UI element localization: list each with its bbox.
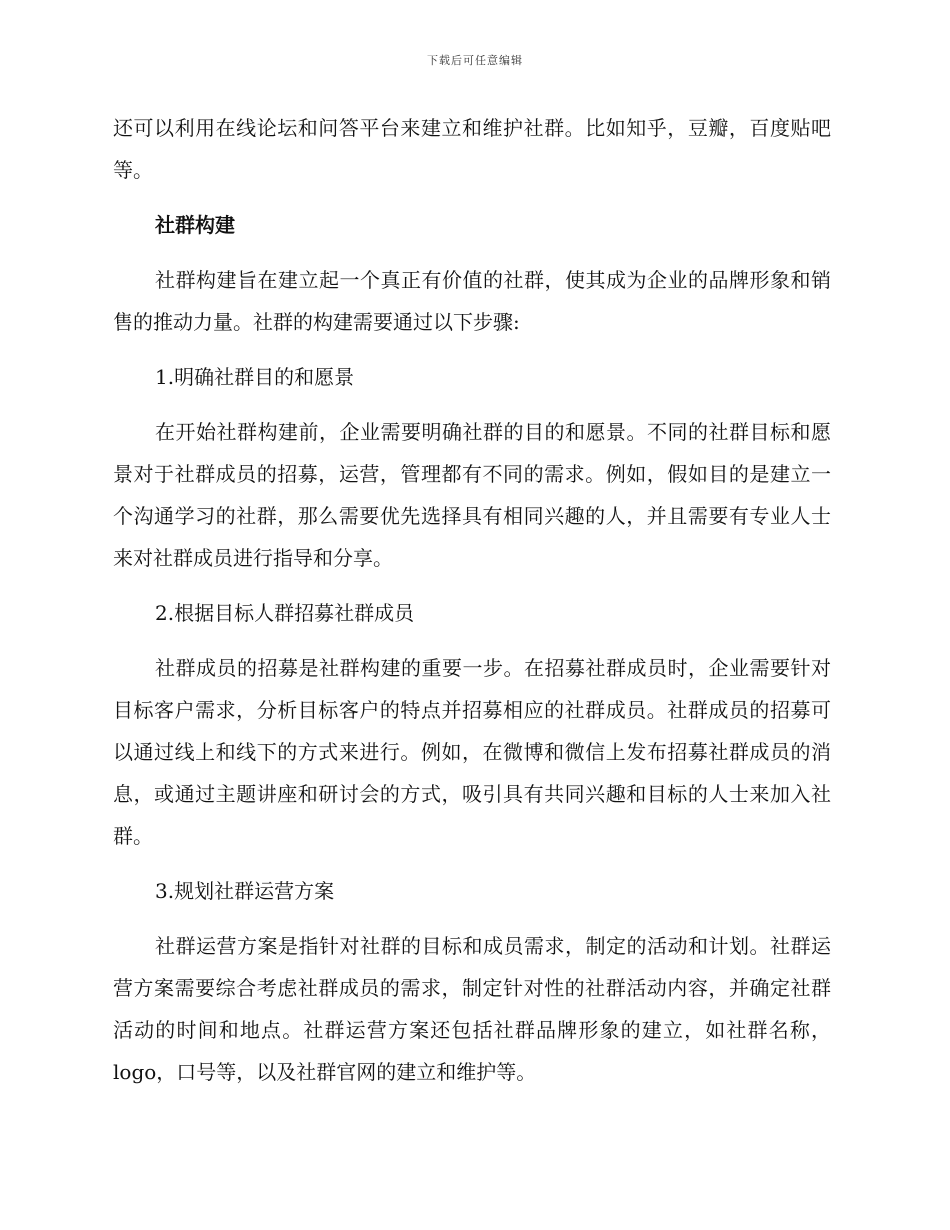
intro-paragraph: 还可以利用在线论坛和问答平台来建立和维护社群。比如知乎，豆瓣，百度贴吧等。 <box>113 116 831 182</box>
step-3-body: 社群运营方案是指针对社群的目标和成员需求，制定的活动和计划。社群运营方案需要综合考虑社群成员的需求，制定针对性的社群活动内容，并确定社群活动的时间和地点。社群运营方案还包括社群品牌形象的建立，如社群名称，logo，口号等，以及社群官网的建立和维护等。 <box>113 934 831 1084</box>
page-header: 下载后可任意编辑 <box>427 54 523 67</box>
step-3-title: 3.规划社群运营方案 <box>155 879 335 903</box>
step-2-title: 2.根据目标人群招募社群成员 <box>155 601 415 625</box>
step-1-title: 1.明确社群目的和愿景 <box>155 365 355 389</box>
document-body <box>113 107 831 1106</box>
step-1-body: 在开始社群构建前，企业需要明确社群的目的和愿景。不同的社群目标和愿景对于社群成员的招募，运营，管理都有不同的需求。例如，假如目的是建立一个沟通学习的社群，那么需要优先选择具有相同兴趣的人，并且需要有专业人士来对社群成员进行指导和分享。 <box>113 420 831 570</box>
step-2-body: 社群成员的招募是社群构建的重要一步。在招募社群成员时，企业需要针对目标客户需求，分析目标客户的特点并招募相应的社群成员。社群成员的招募可以通过线上和线下的方式来进行。例如，在微博和微信上发布招募社群成员的消息，或通过主题讲座和研讨会的方式，吸引具有共同兴趣和目标的人士来加入社群。 <box>113 656 831 848</box>
overview-paragraph: 社群构建旨在建立起一个真正有价值的社群，使其成为企业的品牌形象和销售的推动力量。社群的构建需要通过以下步骤: <box>113 268 831 334</box>
section-heading: 社群构建 <box>155 213 235 237</box>
